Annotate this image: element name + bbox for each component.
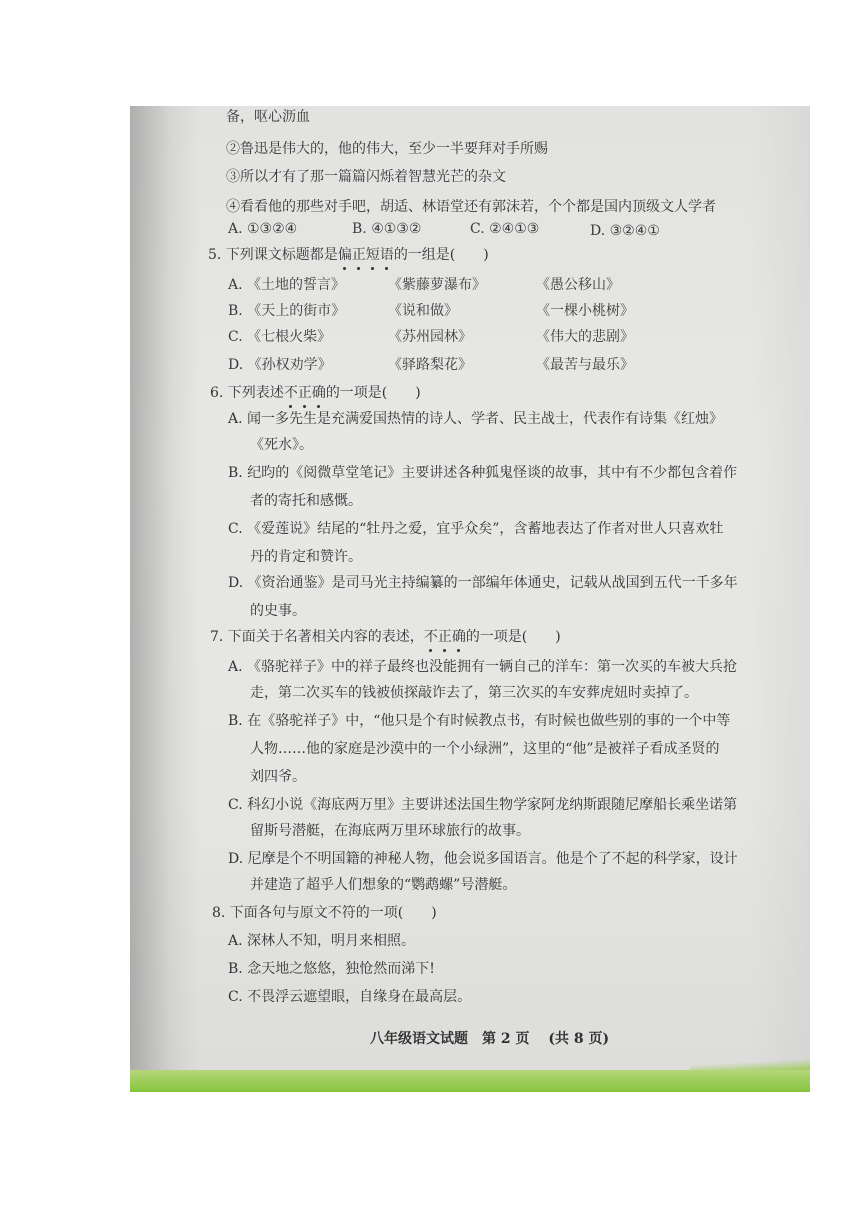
q5-b-1: B. 《天上的街市》 — [228, 303, 346, 319]
q7-line-4: 人物……他的家庭是沙漠中的一个小绿洲”，这里的“他”是被祥子看成圣贤的 — [250, 741, 720, 757]
q5-d-2: 《驿路梨花》 — [388, 357, 472, 373]
q5-d-1: D. 《孙权劝学》 — [228, 357, 332, 373]
page-edge — [750, 106, 810, 1092]
q6-line-5: C. 《爱莲说》结尾的“牡丹之爱，宜乎众矣”，含蓄地表达了作者对世人只喜欢牡 — [228, 521, 724, 537]
q8-line-2: B. 念天地之悠悠，独怆然而涕下! — [228, 961, 435, 977]
q7-stem — [210, 628, 561, 646]
q6-line-4: 者的寄托和感慨。 — [250, 493, 362, 509]
q6-line-1: A. 闻一多先生是充满爱国热情的诗人、学者、民主战士，代表作有诗集《红烛》 — [228, 411, 724, 427]
q6-line-7: D. 《资治通鉴》是司马光主持编纂的一部编年体通史，记载从战国到五代一千多年 — [228, 575, 738, 591]
q5-c-2: 《苏州园林》 — [388, 329, 472, 345]
q4-line-3: ③所以才有了那一篇篇闪烁着智慧光芒的杂文 — [226, 169, 506, 185]
q6-stem — [210, 384, 421, 402]
q4-line-2: ②鲁迅是伟大的，他的伟大，至少一半要拜对手所赐 — [226, 141, 548, 157]
q6-line-8: 的史事。 — [250, 603, 306, 619]
q5-d-3: 《最苦与最乐》 — [536, 357, 634, 373]
q5-stem — [208, 246, 489, 264]
q5-a-3: 《愚公移山》 — [536, 277, 620, 293]
q7-line-6: C. 科幻小说《海底两万里》主要讲述法国生物学家阿龙纳斯跟随尼摩船长乘坐诺第 — [228, 797, 738, 813]
q5-stem-after: 的一组是( ) — [393, 247, 489, 263]
q8-line-1: A. 深林人不知，明月来相照。 — [228, 933, 416, 949]
q7-line-8: D. 尼摩是个不明国籍的神秘人物，他会说多国语言。他是个了不起的科学家，设计 — [228, 851, 738, 867]
background-green-surface — [130, 1070, 810, 1092]
q4-option-c: C. ②④①③ — [470, 221, 540, 237]
q7-line-2: 走，第二次买车的钱被侦探敲诈去了，第三次买的车安葬虎妞时卖掉了。 — [250, 685, 698, 701]
q7-line-7: 留斯号潜艇，在海底两万里环球旅行的故事。 — [250, 823, 530, 839]
q4-option-a: A. ①③②④ — [228, 221, 298, 237]
q7-line-3: B. 在《骆驼祥子》中，“他只是个有时候教点书，有时候也做些别的事的一个中等 — [228, 713, 731, 729]
q6-stem-emphasis: 不正确 — [283, 385, 326, 401]
q5-a-2: 《紫藤萝瀑布》 — [388, 277, 486, 293]
q7-line-1: A. 《骆驼祥子》中的祥子最终也没能拥有一辆自己的洋车：第一次买的车被大兵抢 — [228, 659, 738, 675]
page-footer: 八年级语文试题 第 2 页 (共 8 页) — [370, 1031, 610, 1047]
q8-line-3: C. 不畏浮云遮望眼，自缘身在最高层。 — [228, 989, 472, 1005]
q6-stem-after: 的一项是( ) — [325, 385, 421, 401]
q7-stem-after: 的一项是( ) — [465, 629, 561, 645]
q6-stem-before: 6. 下列表述 — [210, 385, 284, 401]
q5-stem-emphasis: 偏正短语 — [337, 247, 394, 263]
q5-b-3: 《一棵小桃树》 — [536, 303, 634, 319]
q4-option-d: D. ③②④① — [590, 223, 660, 239]
q6-line-3: B. 纪昀的《阅微草堂笔记》主要讲述各种狐鬼怪谈的故事，其中有不少都包含着作 — [228, 465, 738, 481]
q7-stem-before: 7. 下面关于名著相关内容的表述， — [210, 629, 424, 645]
q5-stem-before: 5. 下列课文标题都是 — [208, 247, 338, 263]
q7-line-5: 刘四爷。 — [250, 769, 306, 785]
q6-line-6: 丹的肯定和赞许。 — [250, 549, 362, 565]
q4-option-b: B. ④①③② — [352, 221, 422, 237]
q4-line-4: ④看看他的那些对手吧，胡适、林语堂还有郭沫若，个个都是国内顶级文人学者 — [226, 199, 716, 215]
q5-b-2: 《说和做》 — [388, 303, 458, 319]
q7-stem-emphasis: 不正确 — [423, 629, 466, 645]
q6-line-2: 《死水》。 — [250, 437, 313, 453]
q7-line-9: 并建造了超乎人们想象的“鹦鹉螺”号潜艇。 — [250, 877, 517, 893]
q5-c-3: 《伟大的悲剧》 — [536, 329, 634, 345]
page-shadow — [130, 106, 200, 1092]
q8-stem: 8. 下面各句与原文不符的一项( ) — [212, 905, 437, 921]
q4-line-1: 备，呕心沥血 — [226, 109, 310, 125]
q5-a-1: A. 《土地的誓言》 — [228, 277, 346, 293]
q5-c-1: C. 《七根火柴》 — [228, 329, 332, 345]
